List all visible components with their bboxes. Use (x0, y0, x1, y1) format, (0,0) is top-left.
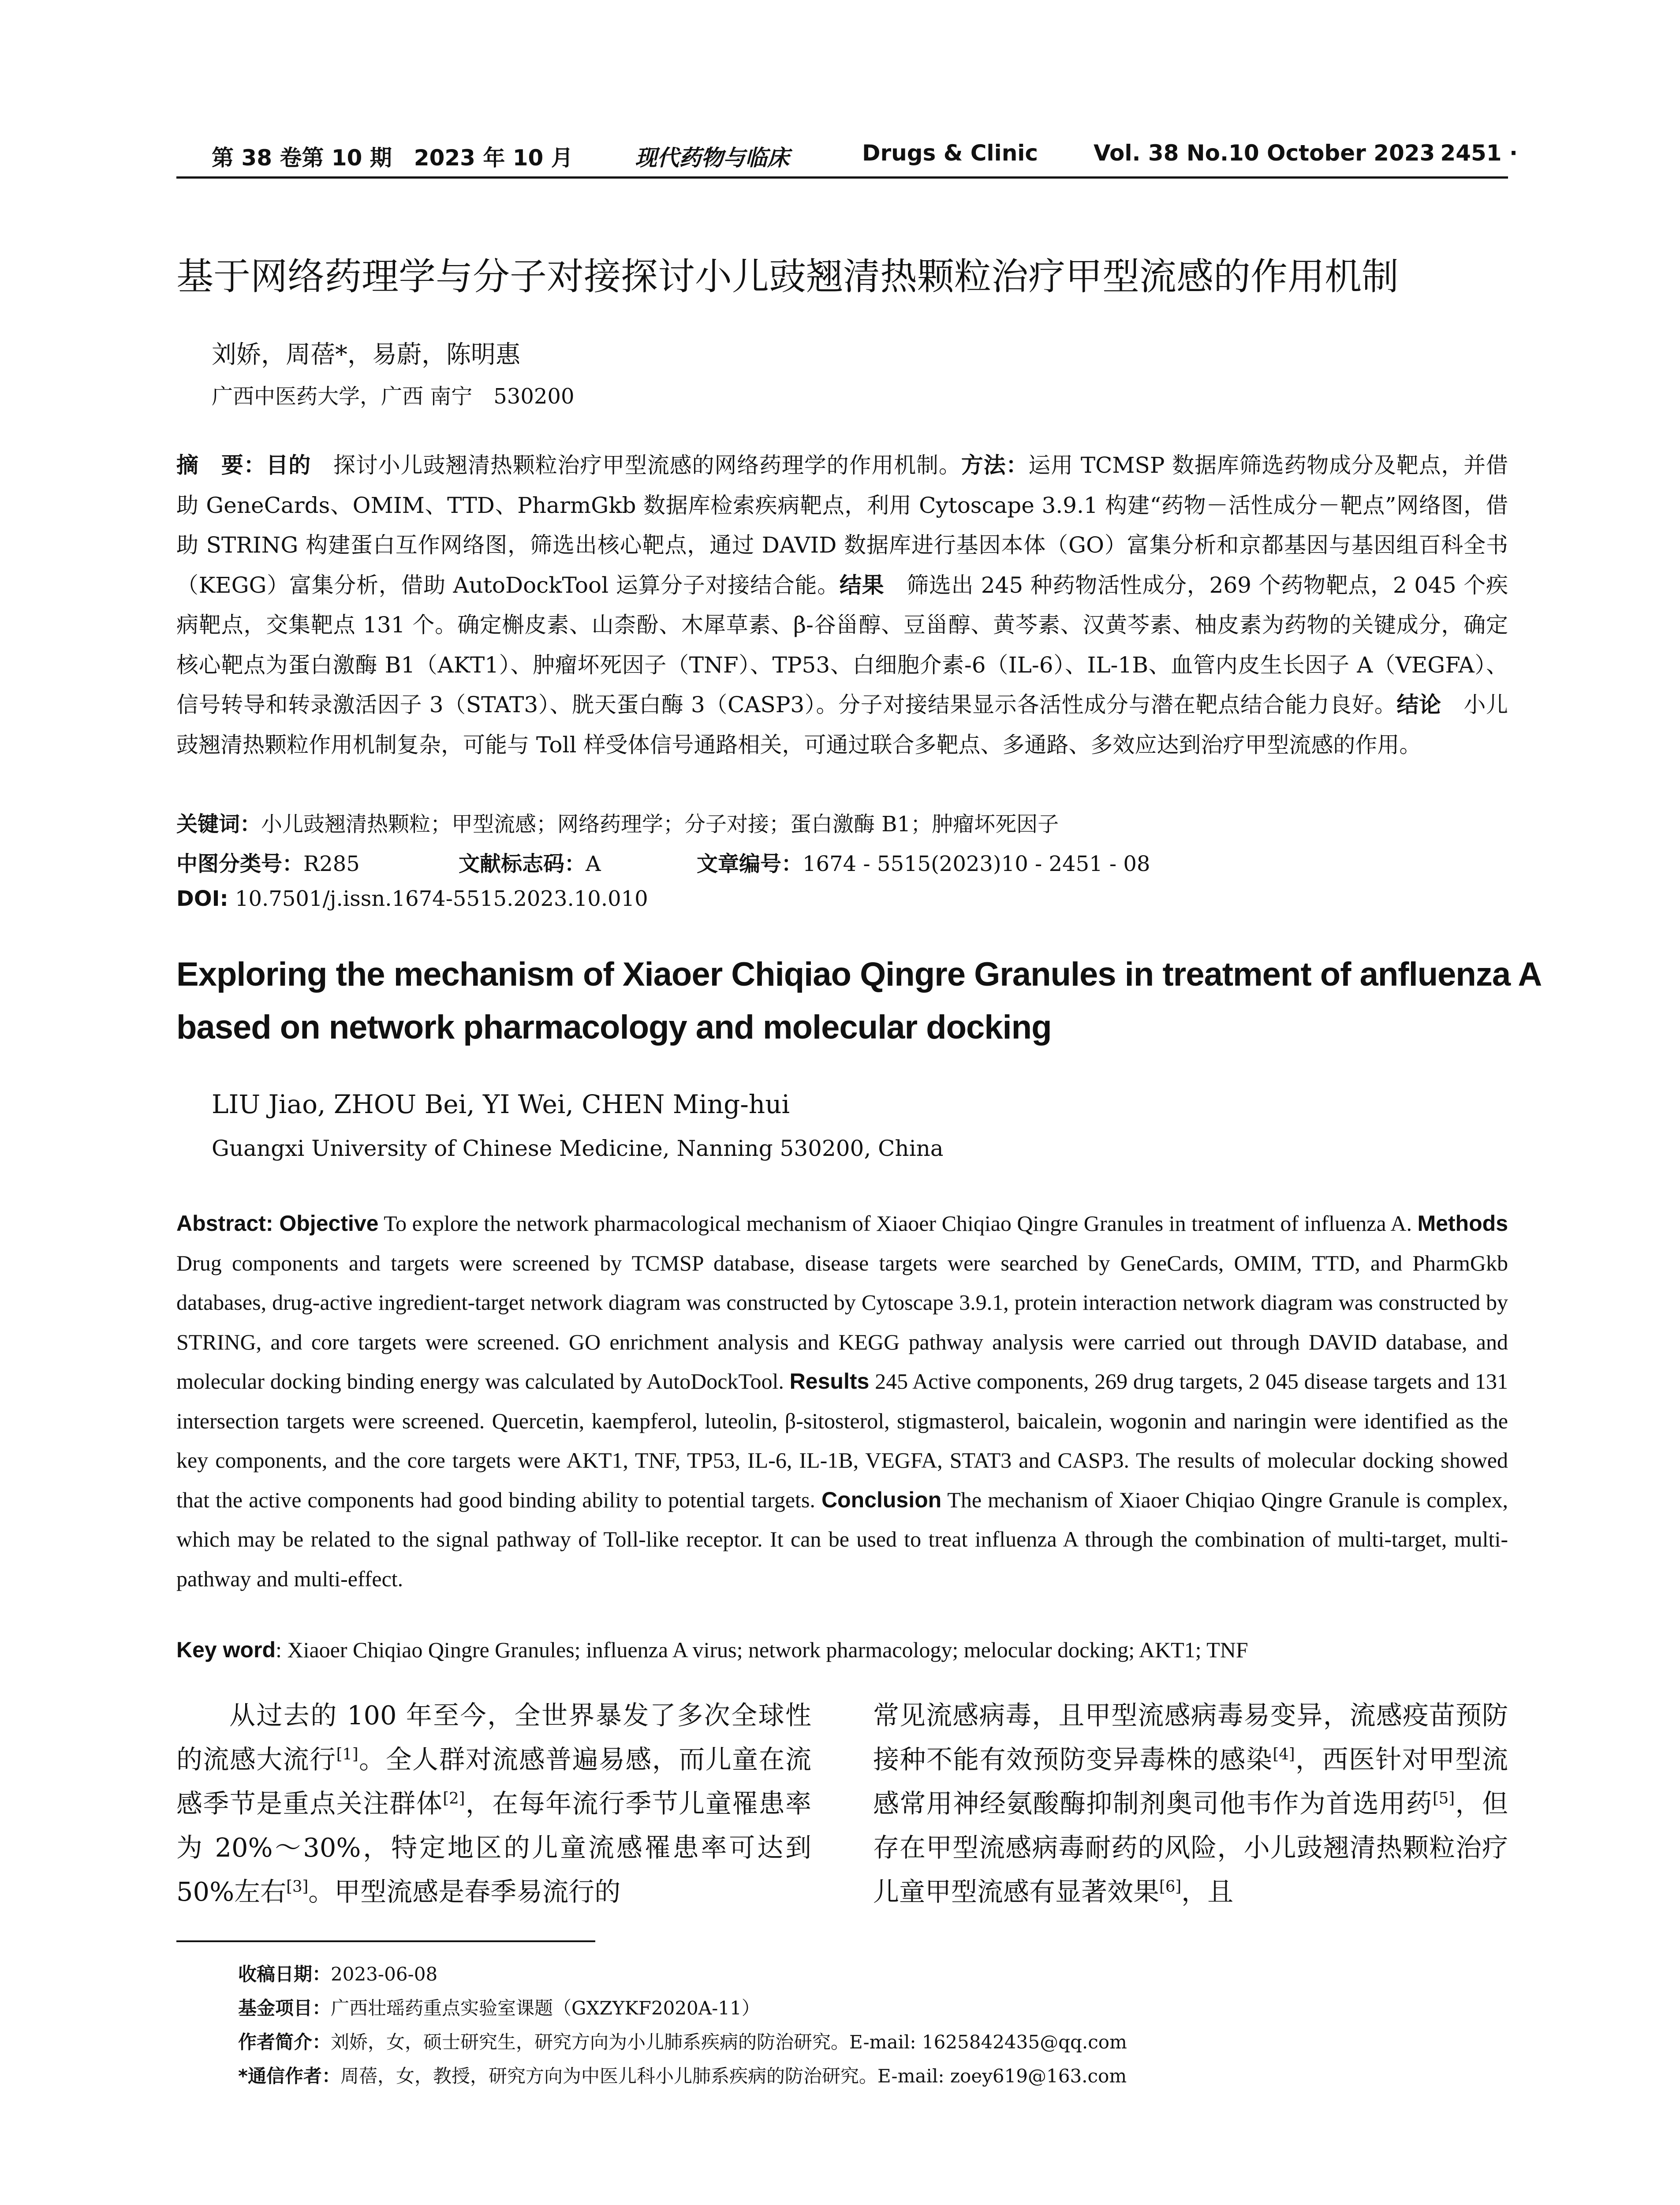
clc-label: 中图分类号： (176, 852, 304, 876)
affiliation-cn: 广西中医药大学，广西 南宁 530200 (212, 384, 575, 409)
citation-4[interactable]: [4] (1273, 1745, 1295, 1764)
doi-label: DOI: (176, 886, 228, 911)
conclusion-en-label: Conclusion (821, 1487, 942, 1512)
footnote-author (238, 2025, 1517, 2059)
corresponding-text: 周蓓，女，教授，研究方向为中医儿科小儿肺系疾病的防治研究。E-mail: zoey619@163.com (340, 2065, 1127, 2087)
conclusion-en-text: The mechanism of Xiaoer Chiqiao Qingre Granule is complex, which may be related to the signal pathway of Toll-like receptor. It can be used to treat influenza A through the combination of multi-target, multi-pathway and multi-effect. (176, 1487, 1508, 1591)
keywords-en-text: : Xiaoer Chiqiao Qingre Granules; influenza A virus; network pharmacology; melocular docking; AKT1; TNF (276, 1637, 1248, 1662)
authors-en: LIU Jiao, ZHOU Bei, YI Wei, CHEN Ming-hui (212, 1089, 790, 1119)
body-left-text-1: 从过去的 100 年至今，全世界暴发了多次全球性的流感大流行 (176, 1700, 811, 1775)
footnotes (238, 1957, 1517, 2093)
running-header (176, 140, 1518, 176)
body-right-text-1: 常见流感病毒，且甲型流感病毒易变异，流感疫苗预防接种不能有效预防变异毒株的感染 (873, 1700, 1508, 1775)
classification-line (176, 847, 1508, 878)
methods-en-text: Drug components and targets were screened by TCMSP database, disease targets were searched by GeneCards, OMIM, TTD, and PharmGkb databases, drug-active ingredient-target network diagram was constructed by Cytoscape 3.9.1, protein interaction network diagram was constructed by STRING, and core targets were screened. GO enrichment analysis and KEGG pathway analysis were carried out through DAVID database, and molecular docking binding energy was calculated by AutoDockTool. (176, 1250, 1508, 1394)
header-page-number: · 2451 · (1424, 140, 1518, 166)
doc-code-label: 文献标志码： (459, 852, 586, 876)
abstract-en-label: Abstract: (176, 1211, 273, 1236)
received-date: 2023-06-08 (331, 1963, 438, 1985)
keywords-cn-label: 关键词： (176, 812, 261, 837)
doc-code-value: A (586, 852, 601, 876)
footnote-rule (176, 1940, 595, 1942)
footnote-received (238, 1957, 1517, 1991)
citation-6[interactable]: [6] (1159, 1877, 1182, 1896)
body-right-text-3: ，但存在甲型流感病毒耐药的风险，小儿豉翘清热颗粒治疗儿童甲型流感有显著效果 (873, 1788, 1508, 1907)
results-cn-label: 结果 (839, 572, 885, 598)
title-en: Exploring the mechanism of Xiaoer Chiqiao Qingre Granules in treatment of anfluenza A based on network pharmacology and molecular docking (176, 956, 1541, 1046)
body-column-right (873, 1693, 1508, 1914)
doi-value: 10.7501/j.issn.1674-5515.2023.10.010 (228, 886, 648, 911)
affiliation-en: Guangxi University of Chinese Medicine, Nanning 530200, China (212, 1136, 944, 1161)
body-right-text-2: ，西医针对甲型流感常用神经氨酸酶抑制剂奥司他韦作为首选用药 (873, 1744, 1508, 1819)
fund-label: 基金项目： (238, 1997, 331, 2019)
doi-line (176, 886, 648, 911)
article-number-value: 1674 - 5515(2023)10 - 2451 - 08 (803, 852, 1150, 876)
body-left-text-4: 。甲型流感是春季易流行的 (308, 1876, 621, 1907)
body-left-text-3: ，在每年流行季节儿童罹患率为 20%～30%，特定地区的儿童流感罹患率可达到 50%左右 (176, 1788, 811, 1907)
article-number-label: 文章编号： (697, 852, 803, 876)
methods-cn-label: 方法： (961, 452, 1029, 478)
authors-cn: 刘娇，周蓓*，易蔚，陈明惠 (212, 340, 520, 369)
author-bio-text: 刘娇，女，硕士研究生，研究方向为小儿肺系疾病的防治研究。E-mail: 1625842435@qq.com (331, 2031, 1127, 2053)
objective-en-label: Objective (273, 1211, 379, 1236)
abstract-cn-label: 摘 要： (176, 452, 266, 478)
citation-3[interactable]: [3] (286, 1877, 309, 1896)
footnote-fund (238, 1991, 1517, 2025)
citation-2[interactable]: [2] (443, 1789, 465, 1808)
abstract-cn (176, 445, 1508, 765)
footnote-corresponding (238, 2059, 1517, 2093)
received-label: 收稿日期： (238, 1963, 331, 1985)
corresponding-label: *通信作者： (238, 2065, 340, 2087)
objective-cn-label: 目的 (266, 452, 311, 478)
results-en-text: 245 Active components, 269 drug targets, 2 045 disease targets and 131 intersection targets were screened. Quercetin, kaempferol, luteolin, β-sitosterol, stigmasterol, baicalein, wogonin and naringin were identified as the key components, and the core targets were AKT1, TNF, TP53, IL-6, IL-1B, VEGFA, STAT3 and CASP3. The results of molecular docking showed that the active components had good binding ability to potential targets. (176, 1369, 1508, 1512)
header-rule (176, 176, 1508, 179)
fund-text: 广西壮瑶药重点实验室课题（GXZYKF2020A-11） (331, 1997, 760, 2019)
keywords-en (176, 1637, 1508, 1663)
abstract-en (176, 1204, 1508, 1599)
keywords-en-label: Key word (176, 1637, 276, 1662)
keywords-cn (176, 807, 1059, 837)
body-right-text-4: ，且 (1181, 1876, 1234, 1907)
methods-en-label: Methods (1417, 1211, 1508, 1236)
methods-cn-text: 运用 TCMSP 数据库筛选药物成分及靶点，并借助 GeneCards、OMIM、TTD、PharmGkb 数据库检索疾病靶点，利用 Cytoscape 3.9.1 构建“药物－活性成分－靶点”网络图，借助 STRING 构建蛋白互作网络图，筛选出核心靶点，通过 DAVID 数据库进行基因本体（GO）富集分析和京都基因与基因组百科全书（KEGG）富集分析，借助 AutoDockTool 运算分子对接结合能。 (176, 452, 1508, 598)
body-column-left (176, 1693, 811, 1914)
header-issue-cn: 第 38 卷第 10 期 2023 年 10 月 (212, 145, 573, 171)
results-cn-text: 筛选出 245 种药物活性成分，269 个药物靶点，2 045 个疾病靶点，交集靶点 131 个。确定槲皮素、山柰酚、木犀草素、β-谷甾醇、豆甾醇、黄芩素、汉黄芩素、柚皮素为药物的关键成分，确定核心靶点为蛋白激酶 B1（AKT1）、肿瘤坏死因子（TNF）、TP53、白细胞介素-6（IL-6）、IL-1B、血管内皮生长因子 A（VEGFA）、信号转导和转录激活因子 3（STAT3）、胱天蛋白酶 3（CASP3）。分子对接结果显示各活性成分与潜在靶点结合能力良好。 (176, 572, 1508, 718)
citation-5[interactable]: [5] (1432, 1789, 1455, 1808)
author-bio-label: 作者简介： (238, 2031, 331, 2053)
header-journal-en: Drugs & Clinic (862, 140, 1038, 166)
keywords-cn-text: 小儿豉翘清热颗粒；甲型流感；网络药理学；分子对接；蛋白激酶 B1；肿瘤坏死因子 (261, 812, 1059, 837)
citation-1[interactable]: [1] (336, 1745, 358, 1764)
conclusion-cn-text: 小儿豉翘清热颗粒作用机制复杂，可能与 Toll 样受体信号通路相关，可通过联合多靶点、多通路、多效应达到治疗甲型流感的作用。 (176, 692, 1508, 758)
clc-value: R285 (303, 852, 360, 876)
title-cn: 基于网络药理学与分子对接探讨小儿豉翘清热颗粒治疗甲型流感的作用机制 (176, 255, 1399, 298)
body-left-text-2: 。全人群对流感普遍易感，而儿童在流感季节是重点关注群体 (176, 1744, 811, 1819)
header-issue-en: Vol. 38 No.10 October 2023 (1094, 140, 1435, 166)
header-journal-cn: 现代药物与临床 (635, 145, 789, 171)
objective-cn-text: 探讨小儿豉翘清热颗粒治疗甲型流感的网络药理学的作用机制。 (311, 452, 961, 478)
conclusion-cn-label: 结论 (1396, 692, 1441, 718)
results-en-label: Results (789, 1369, 870, 1394)
objective-en-text: To explore the network pharmacological mechanism of Xiaoer Chiqiao Qingre Granules in treatment of influenza A. (378, 1211, 1418, 1236)
